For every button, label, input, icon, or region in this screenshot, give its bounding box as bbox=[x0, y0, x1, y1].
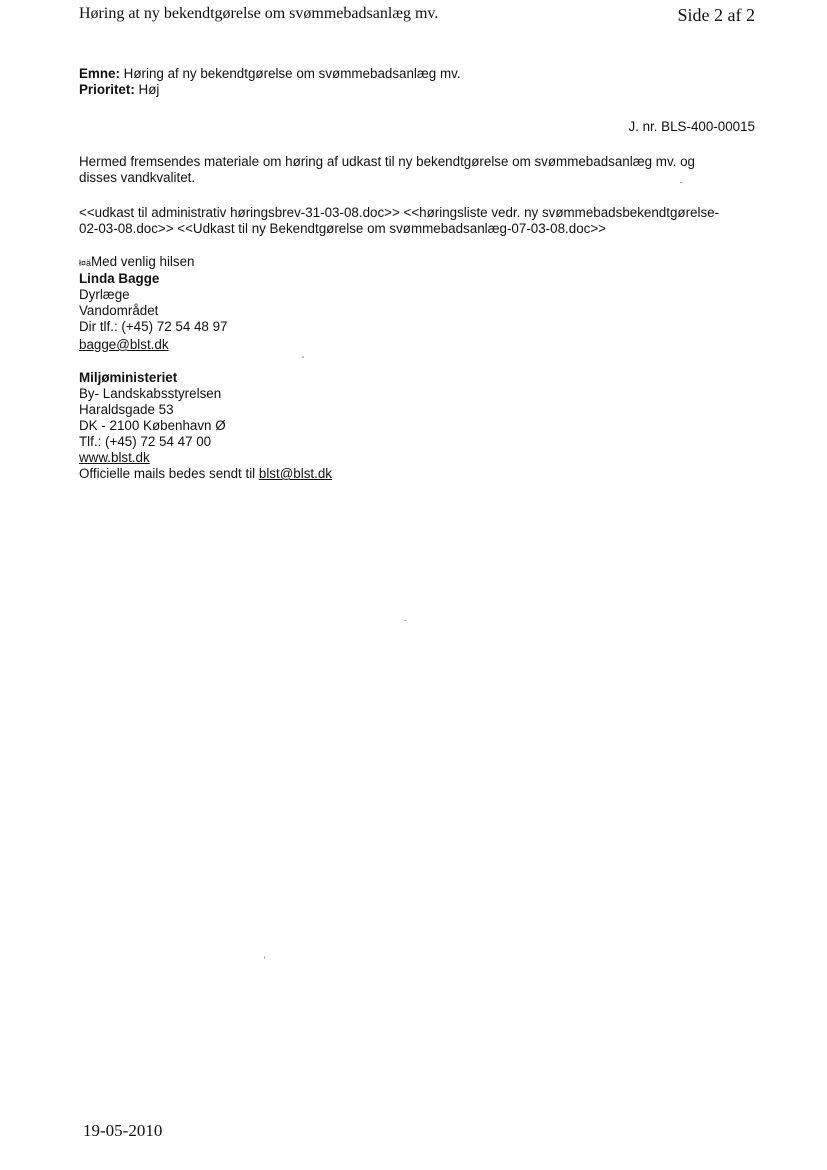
attachment-line[interactable]: <<udkast til administrativ høringsbrev-31-03-08.doc>> <<høringsliste vedr. ny svømmebadsbekendtgørelse- bbox=[79, 205, 720, 220]
signature-block bbox=[79, 254, 228, 353]
scan-speck bbox=[404, 620, 407, 621]
greeting-prefix: ł¤ä bbox=[79, 258, 92, 268]
org-city: DK - 2100 København Ø bbox=[79, 418, 226, 433]
priority-value: Høj bbox=[138, 82, 160, 97]
sender-phone: Dir tlf.: (+45) 72 54 48 97 bbox=[79, 319, 228, 334]
subject-value: Høring af ny bekendtgørelse om svømmebadsanlæg mv. bbox=[123, 66, 461, 81]
org-website-link[interactable]: www.blst.dk bbox=[79, 450, 150, 465]
sender-role: Dyrlæge bbox=[79, 287, 130, 302]
subject-label: Emne: bbox=[79, 66, 120, 81]
organization-block bbox=[79, 370, 332, 482]
document-header-title: Høring at ny bekendtgørelse om svømmebadsanlæg mv. bbox=[79, 5, 439, 22]
org-name: Miljøministeriet bbox=[79, 370, 178, 385]
body-paragraph bbox=[79, 154, 695, 186]
sender-email-link[interactable]: bagge@blst.dk bbox=[79, 337, 169, 352]
print-date: 19-05-2010 bbox=[83, 1121, 163, 1140]
scan-speck bbox=[264, 956, 265, 959]
mail-note bbox=[79, 466, 332, 482]
email-meta bbox=[79, 66, 461, 98]
priority-line bbox=[79, 82, 461, 98]
attachments bbox=[79, 205, 719, 237]
sender-name: Linda Bagge bbox=[79, 271, 160, 286]
org-street: Haraldsgade 53 bbox=[79, 402, 174, 417]
org-phone: Tlf.: (+45) 72 54 47 00 bbox=[79, 434, 212, 449]
scan-speck bbox=[302, 356, 304, 358]
page-number: Side 2 af 2 bbox=[677, 5, 755, 25]
paragraph-line: Hermed fremsendes materiale om høring af udkast til ny bekendtgørelse om svømmebadsanlæg mv. og bbox=[79, 154, 695, 169]
scan-speck bbox=[680, 182, 683, 183]
paragraph-line: disses vandkvalitet. bbox=[79, 170, 196, 185]
greeting-text: Med venlig hilsen bbox=[91, 254, 195, 269]
official-email-link[interactable]: blst@blst.dk bbox=[258, 466, 333, 481]
priority-label: Prioritet: bbox=[79, 82, 135, 97]
sender-department: Vandområdet bbox=[79, 303, 159, 318]
attachment-line[interactable]: 02-03-08.doc>> <<Udkast til ny Bekendtgørelse om svømmebadsanlæg-07-03-08.doc>> bbox=[79, 221, 606, 236]
org-agency: By- Landskabsstyrelsen bbox=[79, 386, 222, 401]
greeting bbox=[79, 254, 228, 271]
subject-line bbox=[79, 66, 461, 82]
mail-note-text: Officielle mails bedes sendt til bbox=[79, 466, 259, 481]
journal-number: J. nr. BLS-400-00015 bbox=[628, 119, 755, 134]
